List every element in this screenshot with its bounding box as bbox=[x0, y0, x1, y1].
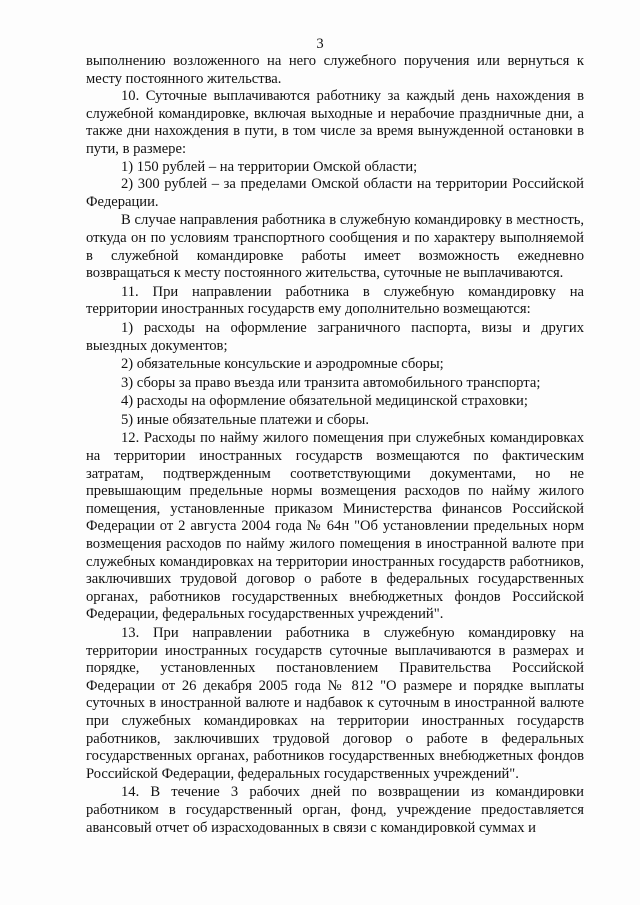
page-number: 3 bbox=[316, 36, 324, 52]
paragraph-10-item-1: 1) 150 рублей – на территории Омской области; bbox=[121, 158, 418, 175]
paragraph-10-note: В случае направления работника в служебную командировку в местность, откуда он по условиям транспортного сообщения и по характеру выполняемой в служебной командировке работы имеет возможность ежедневно возвращаться к месту постоянного жительства, суточные не выплачиваются. bbox=[86, 212, 584, 282]
paragraph-continuation: выполнению возложенного на него служебного поручения или вернуться к месту постоянного жительства. bbox=[86, 53, 584, 87]
paragraph-11-item-1: 1) расходы на оформление заграничного паспорта, визы и других выездных документов; bbox=[86, 319, 584, 354]
paragraph-11-item-2: 2) обязательные консульские и аэродромные сборы; bbox=[121, 356, 444, 373]
paragraph-10-item-2: 2) 300 рублей – за пределами Омской области на территории Российской Федерации. bbox=[86, 176, 584, 210]
paragraph-10: 10. Суточные выплачиваются работнику за каждый день нахождения в служебной командировке, включая выходные и нерабочие праздничные дни, а также дни нахождения в пути, в том числе за время вынужденной остановки в пути, в размере: bbox=[86, 88, 584, 157]
paragraph-11-item-4: 4) расходы на оформление обязательной медицинской страховки; bbox=[121, 393, 528, 410]
paragraph-12: 12. Расходы по найму жилого помещения при служебных командировках на территории иностранных государств возмещаются по фактическим затратам, подтвержденным соответствующими документами, но не превышающим предельные нормы возмещения расходов по найму жилого помещения, установленные приказом Министерства финансов Российской Федерации от 2 августа 2004 года № 64н "Об установлении предельных норм возмещения расходов по найму жилого помещения в иностранной валюте при служебных командировках на территории иностранных государств работников, заключивших трудовой договор о работе в федеральных государственных органах, работников государственных внебюджетных фондов Российской Федерации, федеральных государственных учреждений". bbox=[86, 430, 584, 623]
document-body bbox=[86, 53, 584, 837]
paragraph-14: 14. В течение 3 рабочих дней по возвращении из командировки работником в государственный орган, фонд, учреждение предоставляется авансовый отчет об израсходованных в связи с командировкой суммах и bbox=[86, 784, 584, 836]
paragraph-13: 13. При направлении работника в служебную командировку на территории иностранных государств суточные выплачиваются в размерах и порядке, установленных постановлением Правительства Российской Федерации от 26 декабря 2005 года № 812 "О размере и порядке выплаты суточных в иностранной валюте и надбавок к суточным в иностранной валюте при служебных командировках на территории иностранных государств работников, заключивших трудовой договор о работе в федеральных государственных органах, работников государственных внебюджетных фондов Российской Федерации, федеральных государственных учреждений". bbox=[86, 625, 584, 782]
paragraph-11-item-5: 5) иные обязательные платежи и сборы. bbox=[121, 411, 370, 428]
paragraph-11-item-3: 3) сборы за право въезда или транзита автомобильного транспорта; bbox=[121, 374, 541, 391]
paragraph-11: 11. При направлении работника в служебную командировку на территории иностранных государств ему дополнительно возмещаются: bbox=[86, 283, 584, 318]
